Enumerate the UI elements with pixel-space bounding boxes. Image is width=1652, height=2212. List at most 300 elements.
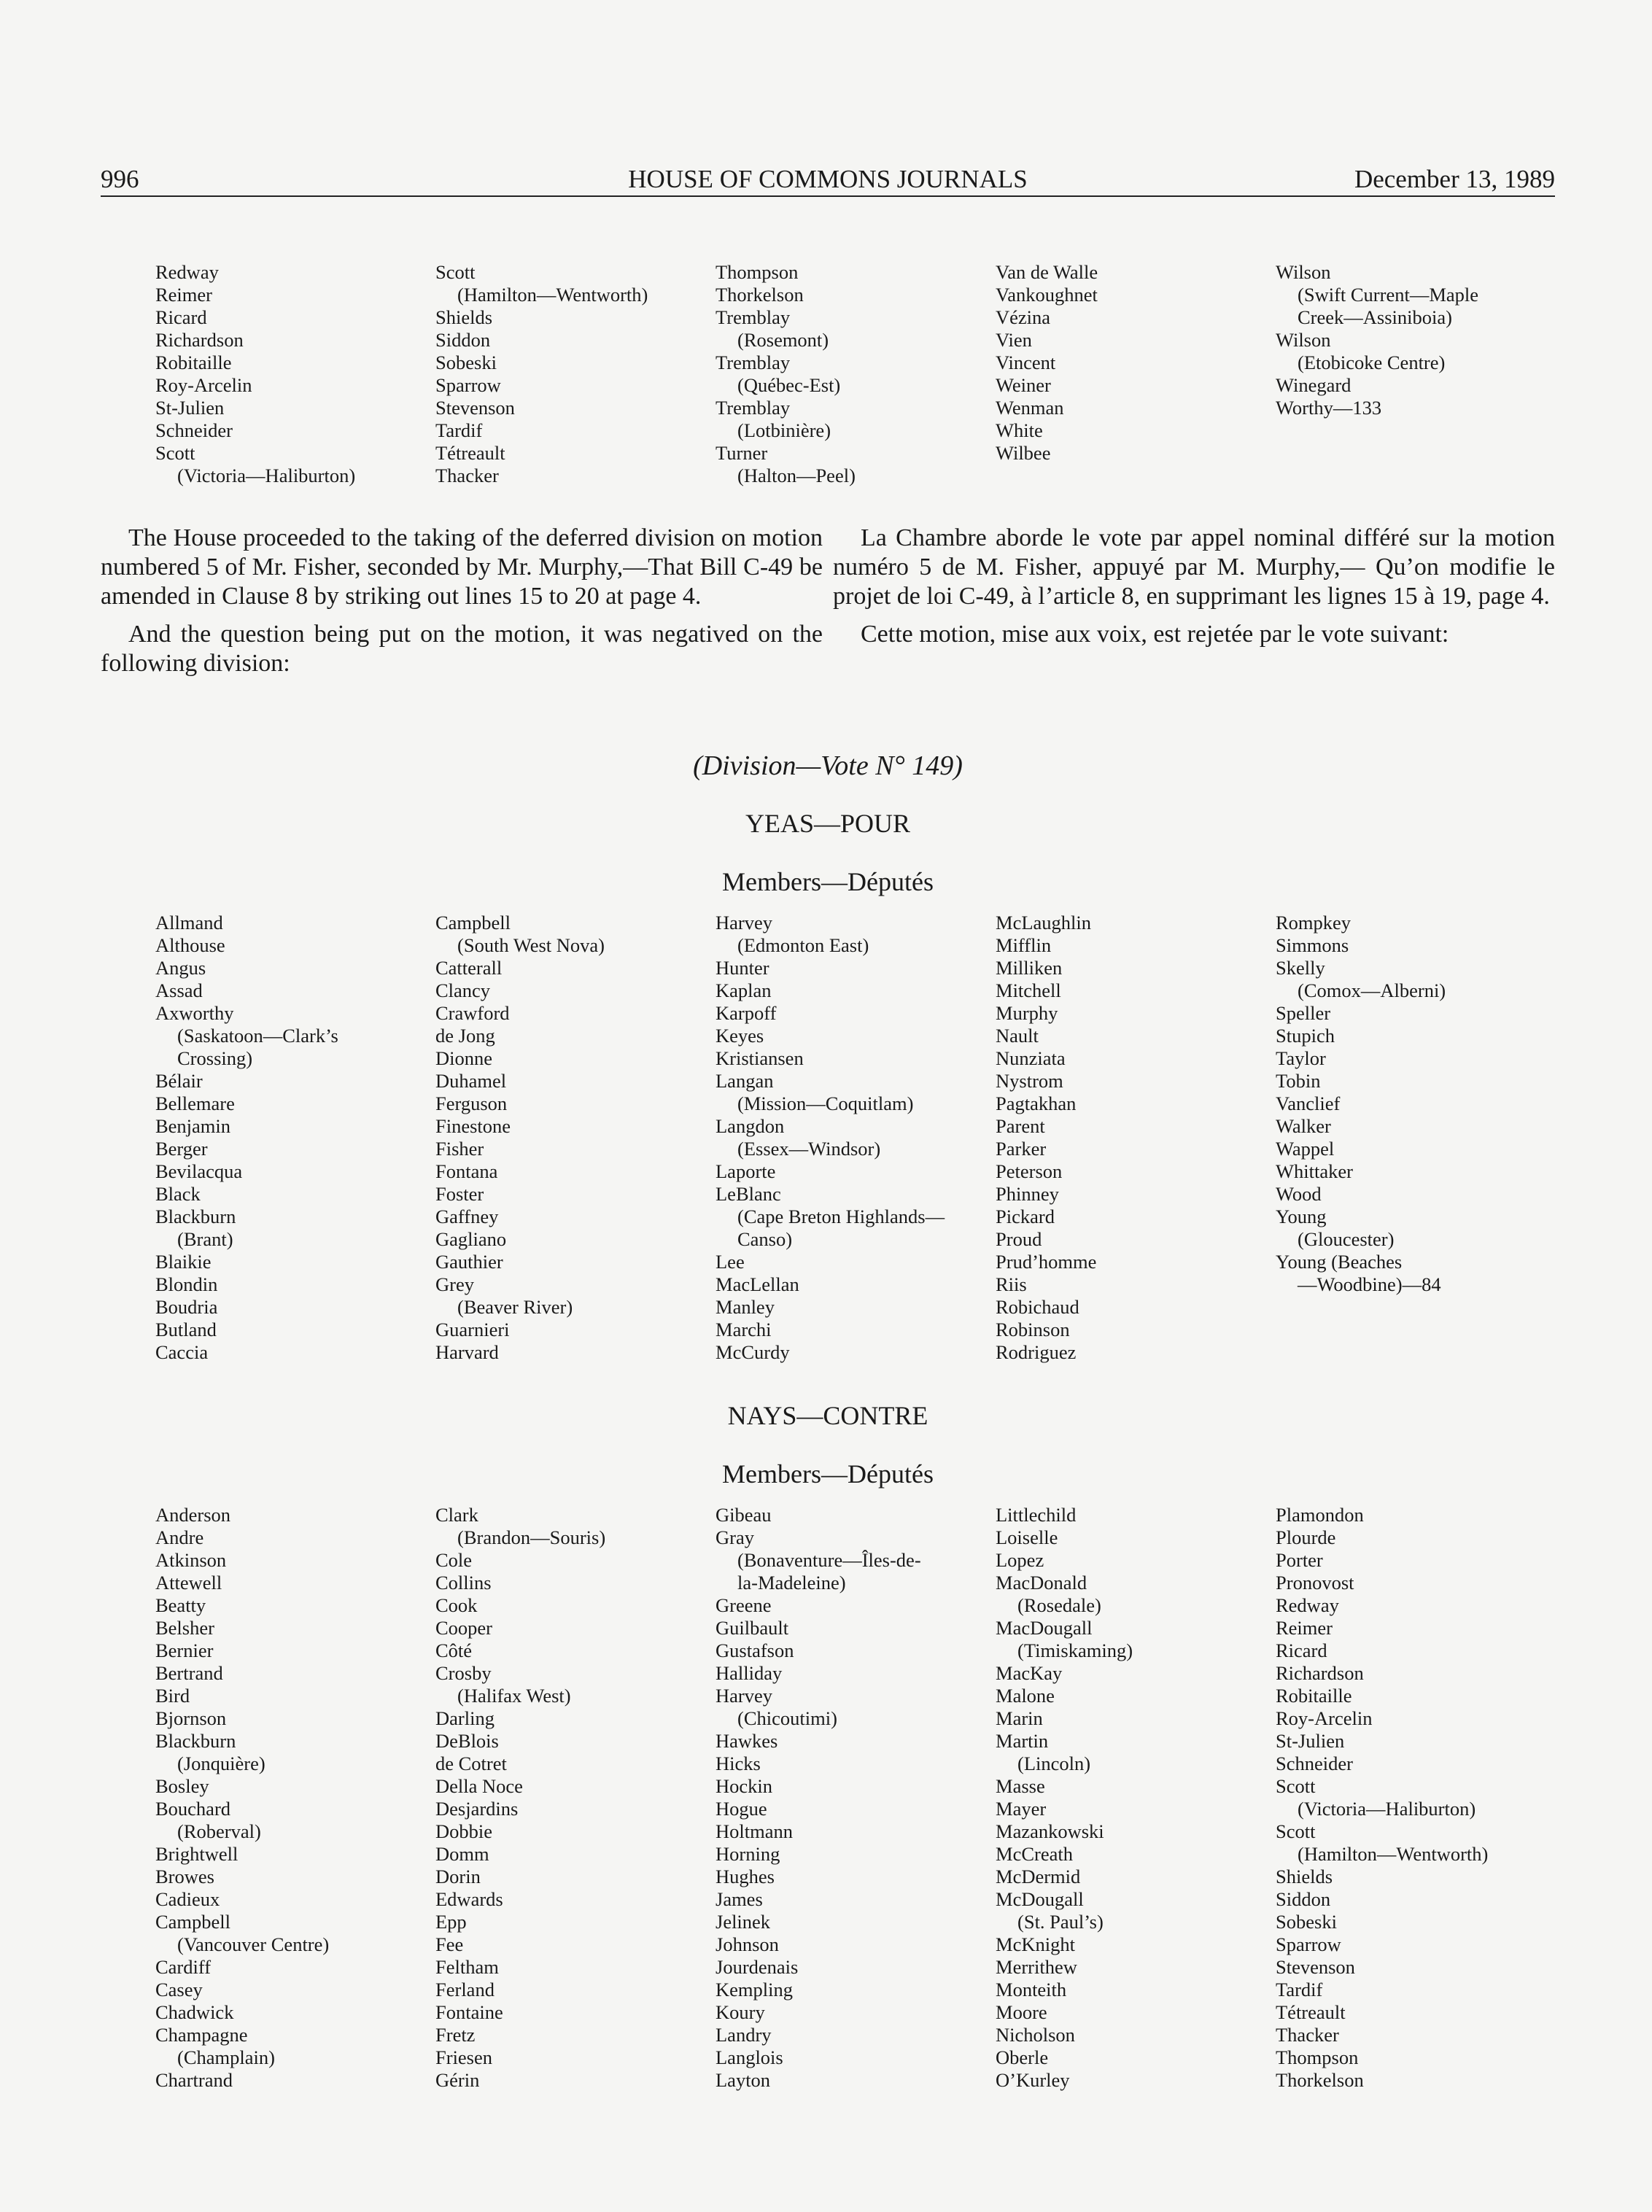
member-name: Plamondon xyxy=(1276,1504,1364,1526)
member-name: Scott xyxy=(435,261,476,283)
member-riding: (Essex—Windsor) xyxy=(737,1138,881,1160)
member-riding: Crossing) xyxy=(177,1047,253,1069)
member-name: McLaughlin xyxy=(996,912,1091,934)
member-name: Bosley xyxy=(155,1775,209,1797)
member-name: Roy-Arcelin xyxy=(155,374,252,396)
member-name: Littlechild xyxy=(996,1504,1077,1526)
member-riding: —Woodbine)—84 xyxy=(1298,1273,1441,1295)
member-name: Wood xyxy=(1276,1183,1322,1205)
member-name: Mifflin xyxy=(996,934,1052,956)
member-name: McDermid xyxy=(996,1866,1081,1887)
member-name: Axworthy xyxy=(155,1002,234,1024)
member-name: Desjardins xyxy=(435,1798,519,1820)
member-riding: (Victoria—Haliburton) xyxy=(177,465,356,486)
member-name: Hockin xyxy=(716,1775,773,1797)
member-name: Dobbie xyxy=(435,1820,493,1842)
member-name: Halliday xyxy=(716,1662,783,1684)
member-name: Robitaille xyxy=(155,352,232,373)
member-name: Peterson xyxy=(996,1160,1063,1182)
member-name: Tardif xyxy=(435,419,483,441)
member-name: Stevenson xyxy=(1276,1956,1355,1978)
motion-french xyxy=(833,524,1555,687)
member-name: Guilbault xyxy=(716,1617,789,1639)
member-name: Worthy—133 xyxy=(1276,397,1382,419)
member-name: Finestone xyxy=(435,1115,511,1137)
member-name: Tétreault xyxy=(435,442,505,464)
member-name: Pickard xyxy=(996,1206,1055,1227)
member-riding: (Victoria—Haliburton) xyxy=(1298,1798,1476,1820)
member-riding: (Gloucester) xyxy=(1298,1228,1395,1250)
member-name: McCurdy xyxy=(716,1341,790,1363)
member-name: Butland xyxy=(155,1319,217,1340)
member-riding: (Bonaventure—Îles-de- xyxy=(737,1549,921,1571)
member-name: Sobeski xyxy=(435,352,497,373)
member-name: Parent xyxy=(996,1115,1045,1137)
member-name: Layton xyxy=(716,2069,771,2091)
member-name: Foster xyxy=(435,1183,484,1205)
member-name: Anderson xyxy=(155,1504,231,1526)
member-name: Laporte xyxy=(716,1160,776,1182)
member-riding: (Brant) xyxy=(177,1228,233,1250)
member-name: Prud’homme xyxy=(996,1251,1097,1273)
motion-french-question: Cette motion, mise aux voix, est rejetée par le vote suivant: xyxy=(861,621,1449,648)
member-name: Cardiff xyxy=(155,1956,212,1978)
member-riding: (Swift Current—Maple xyxy=(1298,284,1479,306)
member-name: Hogue xyxy=(716,1798,767,1820)
member-riding: (Chicoutimi) xyxy=(737,1707,837,1729)
member-name: Crawford xyxy=(435,1002,510,1024)
member-name: Greene xyxy=(716,1594,772,1616)
member-name: Allmand xyxy=(155,912,223,934)
member-name: Fretz xyxy=(435,2024,476,2046)
member-name: Robichaud xyxy=(996,1296,1079,1318)
member-name: Koury xyxy=(716,2001,765,2023)
member-name: Blondin xyxy=(155,1273,218,1295)
member-name: Kaplan xyxy=(716,979,772,1001)
member-name: Speller xyxy=(1276,1002,1331,1024)
member-name: Sparrow xyxy=(435,374,501,396)
member-name: Chartrand xyxy=(155,2069,233,2091)
member-name: Landry xyxy=(716,2024,772,2046)
member-name: Moore xyxy=(996,2001,1047,2023)
member-name: Gibeau xyxy=(716,1504,772,1526)
member-name: Mitchell xyxy=(996,979,1061,1001)
member-riding: (Etobicoke Centre) xyxy=(1298,352,1446,373)
yeas-members-list xyxy=(155,912,1585,1364)
member-name: Dorin xyxy=(435,1866,481,1887)
member-name: Lee xyxy=(716,1251,745,1273)
member-name: de Cotret xyxy=(435,1753,507,1774)
member-name: Blaikie xyxy=(155,1251,212,1273)
member-name: Jelinek xyxy=(716,1911,771,1933)
member-name: Nunziata xyxy=(996,1047,1066,1069)
member-name: Campbell xyxy=(155,1911,231,1933)
member-name: Vien xyxy=(996,329,1032,351)
member-column xyxy=(155,912,435,1364)
member-name: MacDonald xyxy=(996,1572,1087,1594)
top-members-list xyxy=(155,261,1585,487)
member-name: Keyes xyxy=(716,1025,764,1047)
member-column xyxy=(716,912,996,1364)
member-name: Attewell xyxy=(155,1572,222,1594)
member-name: Feltham xyxy=(435,1956,499,1978)
motion-english xyxy=(101,524,823,687)
member-name: Langlois xyxy=(716,2046,783,2068)
member-name: Cook xyxy=(435,1594,478,1616)
member-name: Gérin xyxy=(435,2069,480,2091)
member-name: Bevilacqua xyxy=(155,1160,243,1182)
member-name: Fee xyxy=(435,1933,464,1955)
member-name: Siddon xyxy=(435,329,491,351)
member-name: Wilson xyxy=(1276,329,1331,351)
member-name: Masse xyxy=(996,1775,1045,1797)
member-name: Boudria xyxy=(155,1296,218,1318)
member-name: Tremblay xyxy=(716,397,791,419)
member-name: James xyxy=(716,1888,763,1910)
member-name: Tétreault xyxy=(1276,2001,1346,2023)
member-riding: (Halton—Peel) xyxy=(737,465,856,486)
member-name: Martin xyxy=(996,1730,1049,1752)
member-name: Langdon xyxy=(716,1115,785,1137)
member-name: Catterall xyxy=(435,957,503,979)
member-name: St-Julien xyxy=(1276,1730,1345,1752)
member-name: Walker xyxy=(1276,1115,1331,1137)
member-name: Kristiansen xyxy=(716,1047,804,1069)
member-name: Wappel xyxy=(1276,1138,1335,1160)
member-name: Schneider xyxy=(1276,1753,1353,1774)
member-riding: (South West Nova) xyxy=(457,934,605,956)
member-name: Thacker xyxy=(1276,2024,1339,2046)
member-name: Bjornson xyxy=(155,1707,227,1729)
member-riding: (Lotbinière) xyxy=(737,419,831,441)
member-name: Gauthier xyxy=(435,1251,503,1273)
member-column xyxy=(716,261,996,487)
member-name: MacDougall xyxy=(996,1617,1093,1639)
member-riding: (Rosemont) xyxy=(737,329,829,351)
member-name: Bellemare xyxy=(155,1093,235,1114)
member-name: Malone xyxy=(996,1685,1055,1707)
member-name: Bird xyxy=(155,1685,190,1707)
member-name: Stupich xyxy=(1276,1025,1335,1047)
member-name: Cadieux xyxy=(155,1888,220,1910)
member-name: Reimer xyxy=(1276,1617,1333,1639)
nays-members-list xyxy=(155,1504,1585,2092)
member-column xyxy=(155,1504,435,2092)
member-riding: (Timiskaming) xyxy=(1017,1639,1133,1661)
member-name: Fontana xyxy=(435,1160,498,1182)
member-name: Andre xyxy=(155,1526,204,1548)
member-column xyxy=(435,261,716,487)
member-name: Nault xyxy=(996,1025,1039,1047)
member-riding: (Rosedale) xyxy=(1017,1594,1101,1616)
member-riding: (Vancouver Centre) xyxy=(177,1933,330,1955)
member-name: Ferguson xyxy=(435,1093,508,1114)
member-name: Van de Walle xyxy=(996,261,1098,283)
member-name: Scott xyxy=(1276,1775,1316,1797)
member-riding: (Roberval) xyxy=(177,1820,261,1842)
member-name: Belsher xyxy=(155,1617,214,1639)
member-name: Brightwell xyxy=(155,1843,239,1865)
member-name: Vézina xyxy=(996,306,1051,328)
member-riding: (Beaver River) xyxy=(457,1296,573,1318)
member-name: Winegard xyxy=(1276,374,1352,396)
member-name: Casey xyxy=(155,1979,203,2000)
member-name: Stevenson xyxy=(435,397,515,419)
member-name: Gagliano xyxy=(435,1228,507,1250)
member-name: Siddon xyxy=(1276,1888,1331,1910)
member-column xyxy=(1276,912,1556,1364)
member-name: Ricard xyxy=(155,306,207,328)
member-name: Bertrand xyxy=(155,1662,223,1684)
member-riding: (Edmonton East) xyxy=(737,934,869,956)
member-name: Caccia xyxy=(155,1341,209,1363)
member-name: Milliken xyxy=(996,957,1063,979)
member-name: Sobeski xyxy=(1276,1911,1337,1933)
member-name: Della Noce xyxy=(435,1775,523,1797)
member-name: Blackburn xyxy=(155,1206,236,1227)
member-name: Jourdenais xyxy=(716,1956,799,1978)
member-name: Plourde xyxy=(1276,1526,1336,1548)
member-name: Harvey xyxy=(716,912,772,934)
member-name: Champagne xyxy=(155,2024,248,2046)
member-name: Edwards xyxy=(435,1888,503,1910)
page-header xyxy=(101,162,1555,197)
journal-date: December 13, 1989 xyxy=(1354,165,1555,193)
member-name: Nicholson xyxy=(996,2024,1075,2046)
member-name: Vankoughnet xyxy=(996,284,1098,306)
member-name: Rodriguez xyxy=(996,1341,1077,1363)
member-riding: (Mission—Coquitlam) xyxy=(737,1093,914,1114)
member-name: LeBlanc xyxy=(716,1183,781,1205)
member-name: Skelly xyxy=(1276,957,1325,979)
member-name: Young (Beaches xyxy=(1276,1251,1403,1273)
motion-english-question: And the question being put on the motion, it was negatived on the following division: xyxy=(101,621,823,677)
member-name: Shields xyxy=(1276,1866,1333,1887)
member-name: MacLellan xyxy=(716,1273,799,1295)
member-name: Marchi xyxy=(716,1319,772,1340)
member-name: Fontaine xyxy=(435,2001,503,2023)
member-column xyxy=(1276,261,1556,487)
member-name: Tremblay xyxy=(716,352,791,373)
member-name: Beatty xyxy=(155,1594,206,1616)
member-name: Robitaille xyxy=(1276,1685,1352,1707)
member-name: Ferland xyxy=(435,1979,495,2000)
member-name: Redway xyxy=(1276,1594,1339,1616)
member-name: Thompson xyxy=(1276,2046,1359,2068)
member-name: Hughes xyxy=(716,1866,775,1887)
member-column xyxy=(155,261,435,487)
member-name: Kempling xyxy=(716,1979,793,2000)
member-name: Riis xyxy=(996,1273,1027,1295)
member-riding: (Québec-Est) xyxy=(737,374,841,396)
member-riding: (St. Paul’s) xyxy=(1017,1911,1104,1933)
member-column xyxy=(1276,1504,1556,2092)
member-name: Ricard xyxy=(1276,1639,1327,1661)
member-name: Nystrom xyxy=(996,1070,1063,1092)
page-number: 996 xyxy=(101,165,139,193)
member-riding: (Lincoln) xyxy=(1017,1753,1091,1774)
member-name: Monteith xyxy=(996,1979,1067,2000)
member-name: DeBlois xyxy=(435,1730,499,1752)
member-name: Gustafson xyxy=(716,1639,794,1661)
member-name: McKnight xyxy=(996,1933,1075,1955)
member-name: Reimer xyxy=(155,284,212,306)
member-riding: (Hamilton—Wentworth) xyxy=(457,284,648,306)
member-name: Campbell xyxy=(435,912,511,934)
member-name: Guarnieri xyxy=(435,1319,510,1340)
member-name: Thacker xyxy=(435,465,499,486)
yeas-heading: YEAS—POUR xyxy=(745,809,911,838)
member-column xyxy=(435,912,716,1364)
member-name: Turner xyxy=(716,442,768,464)
motion-english-paragraph: The House proceeded to the taking of the deferred division on motion numbered 5 of Mr. Fisher, seconded by Mr. Murphy,—That Bill C-49 be amended in Clause 8 by striking out lines 15 to 20 at page 4. xyxy=(101,524,823,610)
member-name: Harvard xyxy=(435,1341,499,1363)
member-name: Thorkelson xyxy=(1276,2069,1364,2091)
member-name: Murphy xyxy=(996,1002,1058,1024)
member-name: Pagtakhan xyxy=(996,1093,1077,1114)
member-riding: (Halifax West) xyxy=(457,1685,571,1707)
member-name: Clark xyxy=(435,1504,478,1526)
member-name: Berger xyxy=(155,1138,208,1160)
division-title: (Division—Vote N° 149) xyxy=(693,750,963,781)
member-name: Richardson xyxy=(155,329,244,351)
member-name: Wilbee xyxy=(996,442,1051,464)
member-name: Manley xyxy=(716,1296,775,1318)
member-name: Grey xyxy=(435,1273,474,1295)
member-name: Cole xyxy=(435,1549,473,1571)
member-name: Thorkelson xyxy=(716,284,804,306)
member-name: Simmons xyxy=(1276,934,1349,956)
member-name: Horning xyxy=(716,1843,780,1865)
member-name: Sparrow xyxy=(1276,1933,1341,1955)
member-name: Proud xyxy=(996,1228,1042,1250)
member-name: Althouse xyxy=(155,934,225,956)
member-name: Assad xyxy=(155,979,203,1001)
member-riding: Creek—Assiniboia) xyxy=(1298,306,1452,328)
member-riding: Canso) xyxy=(737,1228,793,1250)
member-name: Clancy xyxy=(435,979,491,1001)
member-name: Rompkey xyxy=(1276,912,1352,934)
member-name: Langan xyxy=(716,1070,774,1092)
motion-french-paragraph: La Chambre aborde le vote par appel nominal différé sur la motion numéro 5 de M. Fisher, appuyé par M. Murphy,— Qu’on modifie le projet de loi C-49, à l’article 8, en supprimant les lignes 15 à 19, page 4. xyxy=(833,524,1555,610)
member-name: Collins xyxy=(435,1572,492,1594)
nays-heading: NAYS—CONTRE xyxy=(727,1401,928,1430)
member-name: Oberle xyxy=(996,2046,1049,2068)
member-name: Richardson xyxy=(1276,1662,1364,1684)
member-name: Scott xyxy=(155,442,195,464)
member-column xyxy=(996,1504,1276,2092)
member-name: Browes xyxy=(155,1866,214,1887)
member-name: Scott xyxy=(1276,1820,1316,1842)
member-name: Marin xyxy=(996,1707,1043,1729)
member-name: Redway xyxy=(155,261,219,283)
yeas-subheading: Members—Députés xyxy=(722,867,934,896)
member-name: Angus xyxy=(155,957,206,979)
member-name: Duhamel xyxy=(435,1070,507,1092)
member-name: Thompson xyxy=(716,261,799,283)
member-name: Mazankowski xyxy=(996,1820,1104,1842)
member-name: Fisher xyxy=(435,1138,484,1160)
member-name: McDougall xyxy=(996,1888,1084,1910)
member-name: MacKay xyxy=(996,1662,1063,1684)
member-name: Gaffney xyxy=(435,1206,499,1227)
member-name: McCreath xyxy=(996,1843,1073,1865)
member-name: Johnson xyxy=(716,1933,779,1955)
member-name: Schneider xyxy=(155,419,233,441)
member-name: Bélair xyxy=(155,1070,203,1092)
member-name: Taylor xyxy=(1276,1047,1326,1069)
member-name: Benjamin xyxy=(155,1115,231,1137)
member-name: Blackburn xyxy=(155,1730,236,1752)
member-name: Young xyxy=(1276,1206,1327,1227)
member-column xyxy=(435,1504,716,2092)
member-column xyxy=(996,261,1276,487)
member-name: Darling xyxy=(435,1707,495,1729)
member-name: Harvey xyxy=(716,1685,772,1707)
member-name: Hunter xyxy=(716,957,769,979)
member-name: Phinney xyxy=(996,1183,1059,1205)
member-riding: (Champlain) xyxy=(177,2046,275,2068)
member-name: Parker xyxy=(996,1138,1047,1160)
member-name: Atkinson xyxy=(155,1549,227,1571)
member-name: Côté xyxy=(435,1639,473,1661)
member-name: Wilson xyxy=(1276,261,1331,283)
member-name: Epp xyxy=(435,1911,467,1933)
member-name: Vincent xyxy=(996,352,1056,373)
member-name: Merrithew xyxy=(996,1956,1077,1978)
member-name: Loiselle xyxy=(996,1526,1058,1548)
member-name: Bouchard xyxy=(155,1798,231,1820)
member-riding: la-Madeleine) xyxy=(737,1572,846,1594)
member-riding: (Jonquière) xyxy=(177,1753,265,1774)
member-name: Cooper xyxy=(435,1617,493,1639)
member-name: Weiner xyxy=(996,374,1051,396)
member-name: White xyxy=(996,419,1043,441)
member-name: Mayer xyxy=(996,1798,1047,1820)
member-name: Vanclief xyxy=(1276,1093,1341,1114)
journal-title: HOUSE OF COMMONS JOURNALS xyxy=(628,165,1028,193)
motion-text xyxy=(101,524,1555,687)
member-name: Hicks xyxy=(716,1753,761,1774)
member-name: Whittaker xyxy=(1276,1160,1353,1182)
member-name: Crosby xyxy=(435,1662,492,1684)
member-name: Gray xyxy=(716,1526,754,1548)
member-name: St-Julien xyxy=(155,397,225,419)
member-riding: (Cape Breton Highlands— xyxy=(737,1206,945,1227)
member-name: Tremblay xyxy=(716,306,791,328)
member-name: Dionne xyxy=(435,1047,493,1069)
nays-subheading: Members—Députés xyxy=(722,1459,934,1489)
member-riding: (Brandon—Souris) xyxy=(457,1526,606,1548)
member-name: Lopez xyxy=(996,1549,1044,1571)
member-riding: (Saskatoon—Clark’s xyxy=(177,1025,338,1047)
member-name: Friesen xyxy=(435,2046,493,2068)
member-name: Chadwick xyxy=(155,2001,234,2023)
member-name: O’Kurley xyxy=(996,2069,1070,2091)
member-name: Robinson xyxy=(996,1319,1070,1340)
member-column xyxy=(996,912,1276,1364)
member-name: Pronovost xyxy=(1276,1572,1354,1594)
member-name: Shields xyxy=(435,306,493,328)
member-column xyxy=(716,1504,996,2092)
member-name: Bernier xyxy=(155,1639,214,1661)
member-name: de Jong xyxy=(435,1025,495,1047)
member-riding: (Comox—Alberni) xyxy=(1298,979,1446,1001)
member-name: Wenman xyxy=(996,397,1064,419)
member-name: Karpoff xyxy=(716,1002,777,1024)
member-name: Tardif xyxy=(1276,1979,1323,2000)
member-name: Roy-Arcelin xyxy=(1276,1707,1373,1729)
